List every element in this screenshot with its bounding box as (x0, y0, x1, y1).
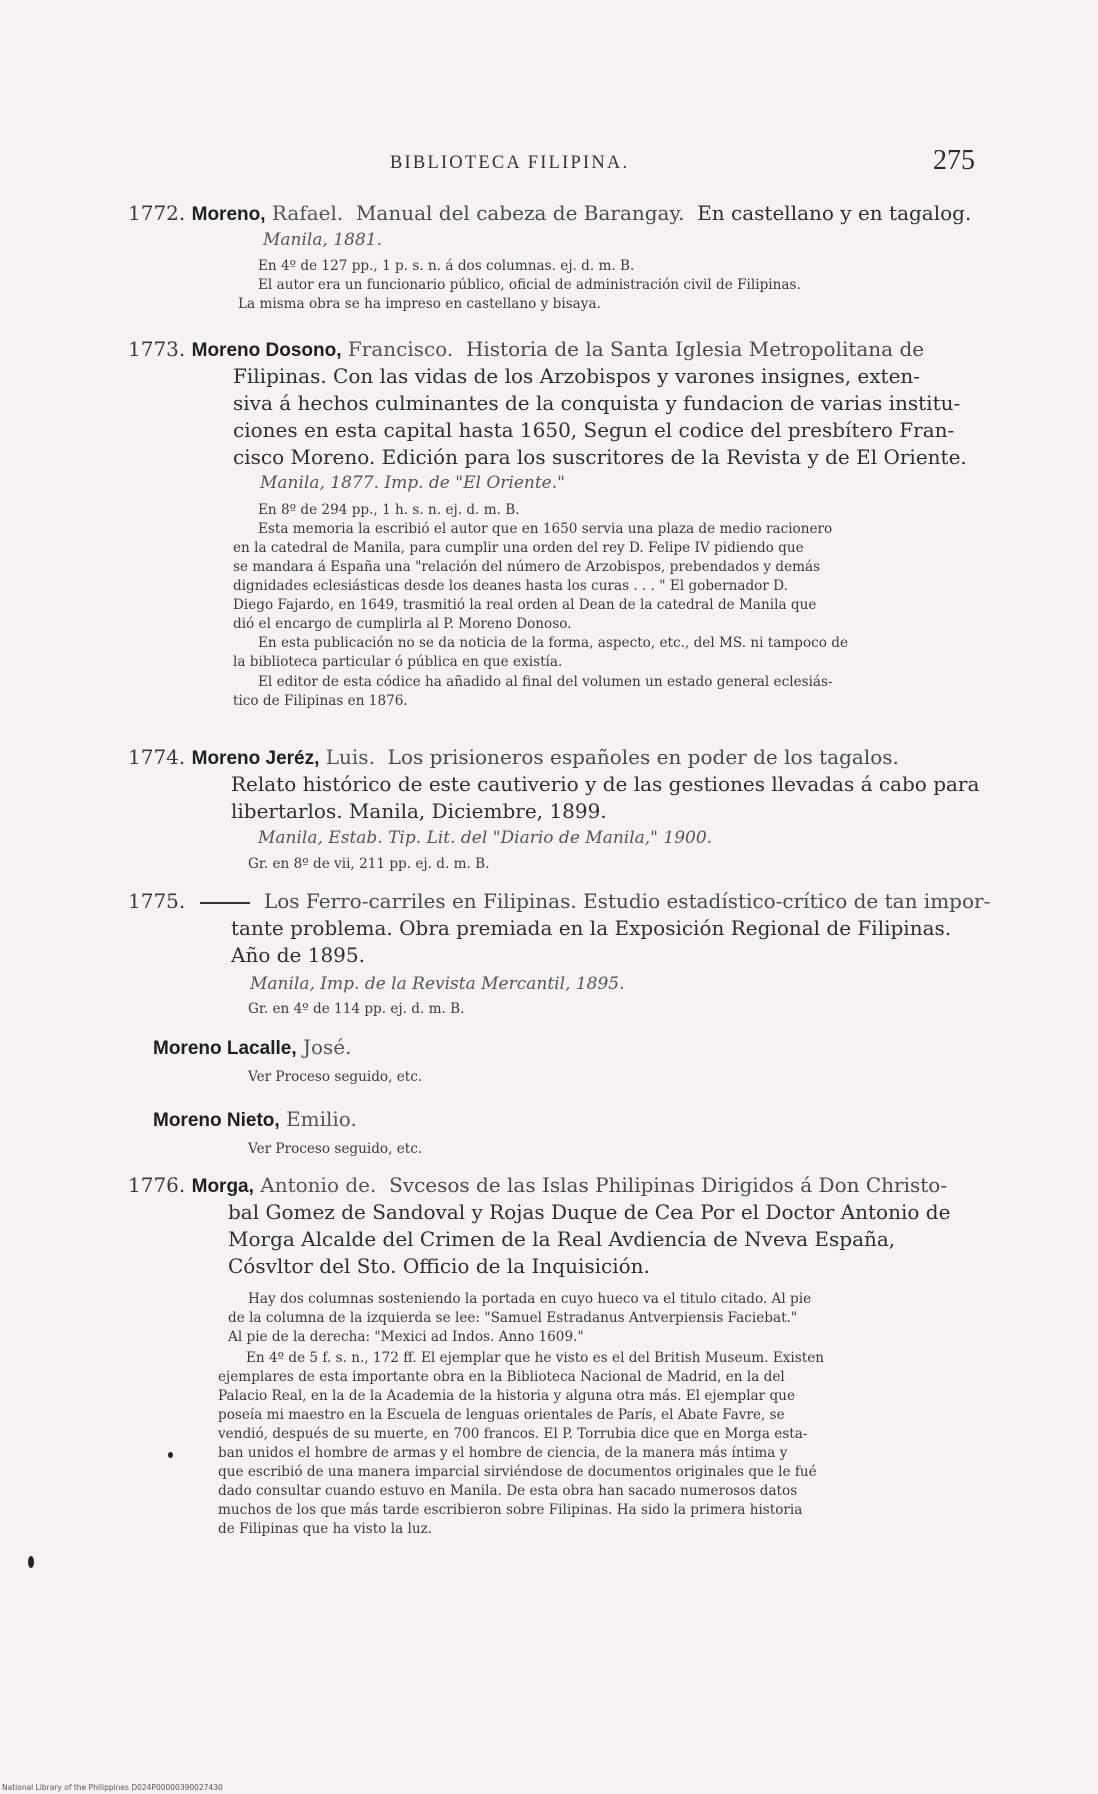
entry-note: En esta publicación no se da noticia de la forma, aspecto, etc., del MS. ni tampoco de (258, 635, 849, 651)
entry-number: 1772. (128, 201, 186, 225)
entry-note: Palacio Real, en la de la Academia de la historia y alguna otra más. El ejemplar que (218, 1388, 795, 1404)
entry-imprint: Manila, Estab. Tip. Lit. del "Diario de Manila," 1900. (258, 828, 713, 848)
title-line: Relato histórico de este cautiverio y de las gestiones llevadas á cabo para (231, 772, 980, 796)
entry-note: de Filipinas que ha visto la luz. (218, 1521, 433, 1537)
entry-note: Al pie de la derecha: "Mexici ad Indos. Anno 1609." (228, 1329, 584, 1345)
entry-note: Hay dos columnas sosteniendo la portada en cuyo hueco va el titulo citado. Al pie (248, 1291, 812, 1307)
entry-title: Svcesos de las Islas Philipinas Dirigidos á Don Christo- (389, 1173, 948, 1197)
entry-author: Moreno Dosono, (191, 340, 342, 361)
entry-number: 1773. (128, 337, 186, 361)
entry-description: Gr. en 4º de 114 pp. ej. d. m. B. (248, 1001, 465, 1017)
title-line: libertarlos. Manila, Diciembre, 1899. (231, 799, 607, 823)
entry-note: El autor era un funcionario público, oficial de administración civil de Filipinas. (258, 277, 801, 293)
author-given-name: Francisco. (347, 337, 454, 361)
running-head (150, 145, 975, 181)
entry-note: muchos de los que más tarde escribieron sobre Filipinas. Ha sido la primera historia (218, 1502, 803, 1518)
title-line: Año de 1895. (231, 943, 365, 967)
entry-language: En castellano y en tagalog. (697, 201, 972, 225)
scan-credit: National Library of the Philippines D024P00000390027430 (2, 1783, 223, 1792)
ditto-dash (200, 902, 250, 904)
entry-note: de la columna de la izquierda se lee: "Samuel Estradanus Antverpiensis Faciebat." (228, 1310, 798, 1326)
entry-note: poseía mi maestro en la Escuela de lenguas orientales de París, el Abate Favre, se (218, 1407, 785, 1423)
author-given-name: Emilio. (286, 1107, 357, 1131)
entry-imprint: Manila, Imp. de la Revista Mercantil, 1895. (250, 974, 625, 994)
entry-number: 1774. (128, 745, 186, 769)
entry-description: En 4º de 127 pp., 1 p. s. n. á dos columnas. ej. d. m. B. (258, 258, 635, 274)
entry-note: Esta memoria la escribió el autor que en 1650 servia una plaza de medio racionero (258, 521, 833, 537)
page-number: 275 (933, 145, 975, 176)
entry-number: 1776. (128, 1173, 186, 1197)
title-line: Filipinas. Con las vidas de los Arzobispos y varones insignes, exten- (233, 364, 921, 388)
author-given-name: Luis. (325, 745, 375, 769)
entry-author: Moreno Jeréz, (191, 748, 320, 769)
entry-note: ban unidos el hombre de armas y el hombre de ciencia, de la manera más íntima y (218, 1445, 788, 1461)
entry-note: la biblioteca particular ó pública en que existía. (233, 654, 563, 670)
author-given-name: José. (302, 1035, 352, 1059)
entry-author: Moreno Lacalle, (153, 1038, 297, 1059)
running-title: BIBLIOTECA FILIPINA. (390, 153, 630, 173)
entry-title: Los prisioneros españoles en poder de los tagalos. (387, 745, 899, 769)
entry-note: dignidades eclesiásticas desde los deanes hasta los curas . . . " El gobernador D. (233, 578, 788, 594)
entry-note: tico de Filipinas en 1876. (233, 693, 408, 709)
cross-reference: Ver Proceso seguido, etc. (248, 1069, 423, 1085)
entry-note: El editor de esta códice ha añadido al final del volumen un estado general eclesiás- (258, 674, 833, 690)
ink-speck (168, 1452, 173, 1458)
entry-title: Los Ferro-carriles en Filipinas. Estudio estadístico-crítico de tan impor- (263, 889, 991, 913)
entry-note: Diego Fajardo, en 1649, trasmitió la real orden al Dean de la catedral de Manila que (233, 597, 817, 613)
entry-author: Moreno, (191, 204, 266, 225)
entry-note: en la catedral de Manila, para cumplir una orden del rey D. Felipe IV pidiendo que (233, 540, 804, 556)
cross-reference: Ver Proceso seguido, etc. (248, 1141, 423, 1157)
entry-note: La misma obra se ha impreso en castellano y bisaya. (238, 296, 601, 312)
entry-note: En 4º de 5 f. s. n., 172 ff. El ejemplar que he visto es el del British Museum. Existen (246, 1350, 825, 1366)
entry-note: ejemplares de esta importante obra en la Biblioteca Nacional de Madrid, en la del (218, 1369, 785, 1385)
entry-imprint: Manila, 1881. (263, 230, 382, 250)
entry-imprint: Manila, 1877. Imp. de "El Oriente." (260, 473, 565, 493)
entry-author: Moreno Nieto, (153, 1110, 280, 1131)
entry-note: se mandara á España una "relación del número de Arzobispos, prebendados y demás (233, 559, 821, 575)
title-line: Cósvltor del Sto. Officio de la Inquisición. (228, 1254, 650, 1278)
ink-speck (28, 1556, 34, 1568)
title-line: bal Gomez de Sandoval y Rojas Duque de Cea Por el Doctor Antonio de (228, 1200, 951, 1224)
title-line: Morga Alcalde del Crimen de la Real Avdiencia de Nveva España, (228, 1227, 896, 1251)
entry-description: En 8º de 294 pp., 1 h. s. n. ej. d. m. B. (258, 502, 520, 518)
entry-title: Manual del cabeza de Barangay. (355, 201, 685, 225)
entry-note: dado consultar cuando estuvo en Manila. De esta obra han sacado numerosos datos (218, 1483, 798, 1499)
title-line: ciones en esta capital hasta 1650, Segun el codice del presbítero Fran- (233, 418, 955, 442)
title-line: tante problema. Obra premiada en la Exposición Regional de Filipinas. (231, 916, 952, 940)
entry-note: vendió, después de su muerte, en 700 francos. El P. Torrubia dice que en Morga esta- (218, 1426, 808, 1442)
entry-number: 1775. (128, 889, 186, 913)
entry-title: Historia de la Santa Iglesia Metropolitana de (465, 337, 925, 361)
author-given-name: Antonio de. (260, 1173, 377, 1197)
entry-note: dió el encargo de cumplirla al P. Moreno Donoso. (233, 616, 572, 632)
title-line: cisco Moreno. Edición para los suscritores de la Revista y de El Oriente. (233, 445, 967, 469)
entry-note: que escribió de una manera imparcial sirviéndose de documentos originales que le fué (218, 1464, 817, 1480)
entry-author: Morga, (191, 1176, 254, 1197)
title-line: siva á hechos culminantes de la conquista y fundacion de varias institu- (233, 391, 961, 415)
entry-description: Gr. en 8º de vii, 211 pp. ej. d. m. B. (248, 856, 490, 872)
author-given-name: Rafael. (271, 201, 344, 225)
